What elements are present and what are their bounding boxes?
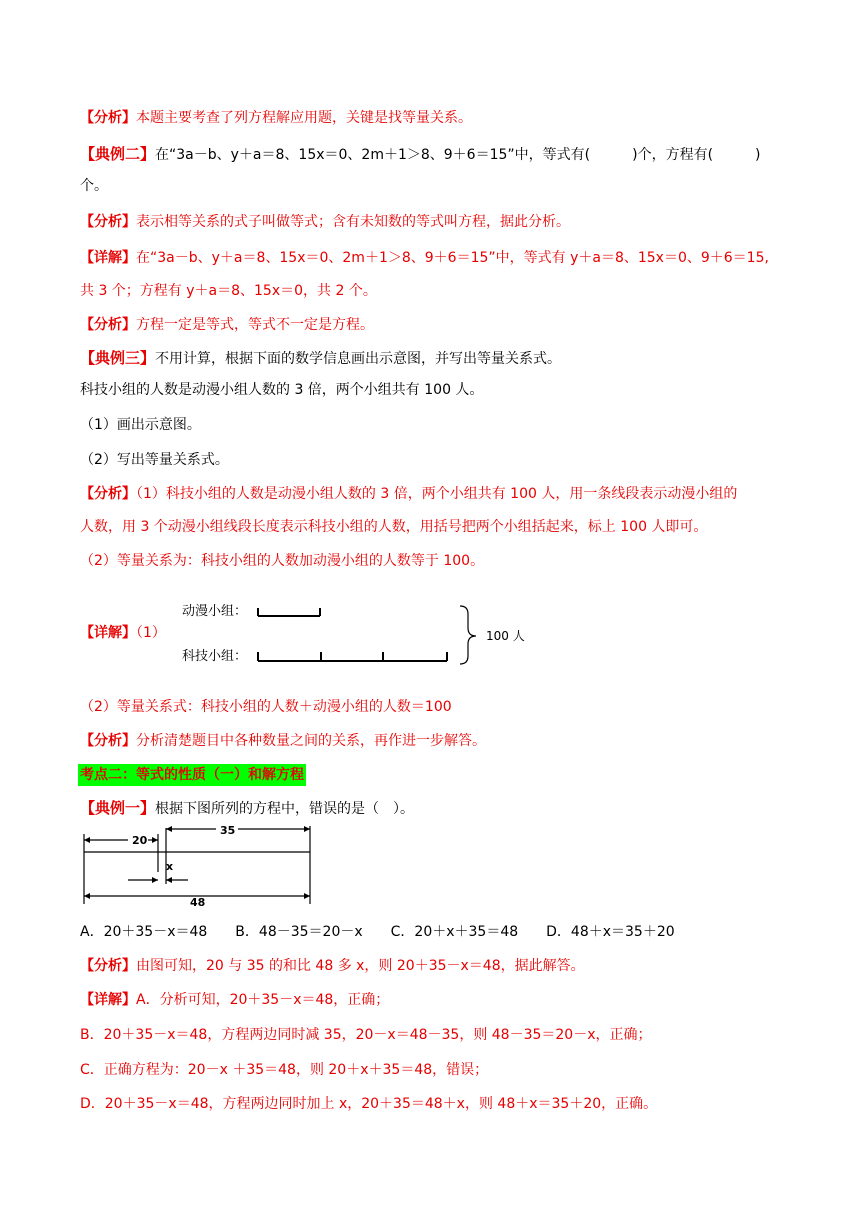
solution-line-5: B．20＋35－x＝48，方程两边同时减 35，20－x＝48－35，则 48－35＝20－x，正确；	[80, 1027, 652, 1043]
section-heading: 考点二：等式的性质（一）和解方程	[78, 764, 306, 786]
analysis-line-2: 【分析】表示相等关系的式子叫做等式；含有未知数的等式叫方程，据此分析。	[80, 214, 570, 230]
example-3-part-2: （2）写出等量关系式。	[80, 452, 229, 468]
tech-group-label: 科技小组：	[182, 649, 248, 664]
solution-line-3: （2）等量关系式：科技小组的人数＋动漫小组的人数＝100	[80, 699, 452, 715]
label-35: 35	[220, 826, 236, 837]
solution-line-2: 【详解】（1）	[80, 625, 166, 641]
segment-diagram	[170, 596, 550, 676]
label-48: 48	[190, 896, 206, 908]
solution-line-4: 【详解】A．分析可知，20＋35－x＝48，正确；	[80, 992, 390, 1008]
analysis-line-4-cont: 人数，用 3 个动漫小组线段长度表示科技小组的人数，用括号把两个小组括起来，标上 100 人即可。	[80, 519, 708, 535]
label-20: 20	[132, 834, 148, 847]
equation-segment-diagram	[78, 826, 328, 908]
solution-line-6: C．正确方程为：20－x ＋35＝48，则 20＋x＋35＝48，错误；	[80, 1062, 489, 1078]
analysis-line-6: 【分析】分析清楚题目中各种数量之间的关系，再作进一步解答。	[80, 733, 486, 749]
tech-group-segment	[258, 652, 447, 661]
example-2-question-cont: 个。	[80, 178, 108, 194]
example-2-question: 【典例二】在“3a－b、y＋a＝8、15x＝0、2m＋1＞8、9＋6＝15”中，等式有( )个，方程有( )	[80, 145, 761, 163]
answer-options: A．20＋35－x＝48 B．48－35＝20－x C．20＋x＋35＝48 D．48＋x＝35＋20	[80, 924, 675, 940]
example-3-part-1: （1）画出示意图。	[80, 417, 201, 433]
analysis-line-1: 【分析】本题主要考查了列方程解应用题，关键是找等量关系。	[80, 110, 472, 126]
analysis-line-4: 【分析】（1）科技小组的人数是动漫小组人数的 3 倍，两个小组共有 100 人，用一条线段表示动漫小组的	[80, 486, 738, 502]
anime-group-segment	[258, 608, 320, 616]
section2-example-1-question: 【典例一】根据下图所列的方程中，错误的是（ ）。	[80, 799, 415, 817]
curly-brace	[460, 606, 476, 664]
total-label: 100 人	[486, 629, 525, 643]
label-x: x	[166, 860, 174, 873]
solution-line-1-cont: 共 3 个；方程有 y＋a＝8、15x＝0，共 2 个。	[80, 283, 377, 299]
analysis-line-3: 【分析】方程一定是等式，等式不一定是方程。	[80, 317, 374, 333]
solution-line-7: D．20＋35－x＝48，方程两边同时加上 x，20＋35＝48＋x，则 48＋x＝35＋20，正确。	[80, 1096, 658, 1112]
example-3-question: 【典例三】不用计算，根据下面的数学信息画出示意图，并写出等量关系式。	[80, 349, 562, 367]
analysis-line-5: （2）等量关系为：科技小组的人数加动漫小组的人数等于 100。	[80, 553, 485, 569]
anime-group-label: 动漫小组：	[182, 604, 248, 619]
example-3-info: 科技小组的人数是动漫小组人数的 3 倍，两个小组共有 100 人。	[80, 382, 484, 398]
analysis-line-7: 【分析】由图可知，20 与 35 的和比 48 多 x，则 20＋35－x＝48，据此解答。	[80, 958, 585, 974]
solution-line-1: 【详解】在“3a－b、y＋a＝8、15x＝0、2m＋1＞8、9＋6＝15”中，等式有 y＋a＝8、15x＝0、9＋6＝15,	[80, 250, 769, 266]
